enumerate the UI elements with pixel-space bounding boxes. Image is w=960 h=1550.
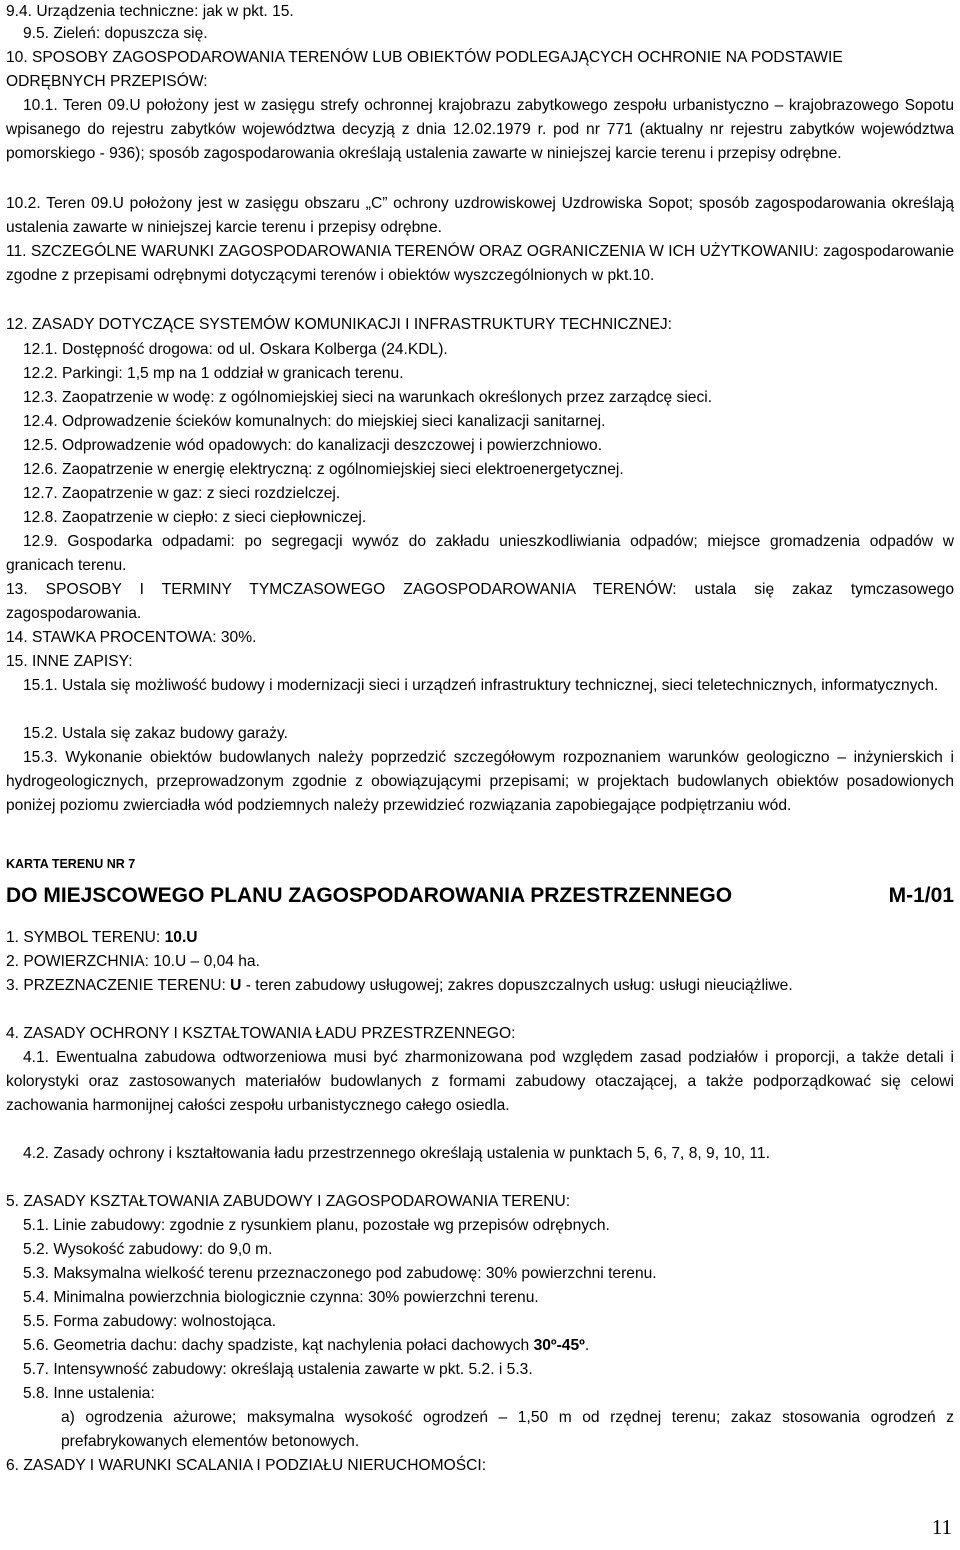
paragraph-12-2: 12.2. Parkingi: 1,5 mp na 1 oddział w granicach terenu. [23, 365, 404, 382]
card-item-5-2: 5.2. Wysokość zabudowy: do 9,0 m. [23, 1241, 273, 1258]
paragraph-12-4: 12.4. Odprowadzenie ścieków komunalnych: do miejskiej sieci kanalizacji sanitarnej. [23, 413, 606, 430]
paragraph-9-4: 9.4. Urządzenia techniczne: jak w pkt. 15. [6, 3, 294, 20]
paragraph-12-7: 12.7. Zaopatrzenie w gaz: z sieci rozdzielczej. [23, 485, 341, 502]
card-item-5: 5. ZASADY KSZTAŁTOWANIA ZABUDOWY I ZAGOSPODAROWANIA TERENU: [6, 1193, 571, 1210]
page-number: 11 [931, 1515, 952, 1539]
paragraph-12-5: 12.5. Odprowadzenie wód opadowych: do kanalizacji deszczowej i powierzchniowo. [23, 437, 603, 454]
card-item-5-3: 5.3. Maksymalna wielkość terenu przeznaczonego pod zabudowę: 30% powierzchni terenu. [23, 1265, 657, 1282]
card-item-6: 6. ZASADY I WARUNKI SCALANIA I PODZIAŁU NIERUCHOMOŚCI: [6, 1457, 487, 1474]
paragraph-15-3: 15.3. Wykonanie obiektów budowlanych należy poprzedzić szczegółowym rozpoznaniem warunków geologiczno – inżynierskich i hydrogeologicznych, przeprowadzonym zgodnie z obowiązującymi przepisami; w projektach budowlanych obiektów posadowionych poniżej poziomu zwierciadła wód podziemnych należy przewidzieć rozwiązania zapobiegające podpiętrzaniu wód. [6, 749, 954, 815]
section-11: 11. SZCZEGÓLNE WARUNKI ZAGOSPODAROWANIA TERENÓW ORAZ OGRANICZENIA W ICH UŻYTKOWANIU: zagospodarowanie zgodne z przepisami odrębnymi dotyczącymi terenów i obiektów wyszczególnionych w pkt.10. [6, 243, 954, 285]
paragraph-12-6: 12.6. Zaopatrzenie w energię elektryczną: z ogólnomiejskiej sieci elektroenergetycznej. [23, 461, 624, 478]
paragraph-12-9: 12.9. Gospodarka odpadami: po segregacji wywóz do zakładu unieszkodliwiania odpadów; miejsce gromadzenia odpadów w granicach terenu. [6, 533, 954, 575]
card-item-5-7: 5.7. Intensywność zabudowy: określają ustalenia zawarte w pkt. 5.2. i 5.3. [23, 1361, 533, 1378]
card-code: M-1/01 [888, 884, 954, 907]
section-12-heading: 12. ZASADY DOTYCZĄCE SYSTEMÓW KOMUNIKACJI I INFRASTRUKTURY TECHNICZNEJ: [6, 316, 673, 333]
paragraph-12-8: 12.8. Zaopatrzenie w ciepło: z sieci ciepłowniczej. [23, 509, 367, 526]
card-item-2: 2. POWIERZCHNIA: 10.U – 0,04 ha. [6, 953, 260, 970]
paragraph-9-5: 9.5. Zieleń: dopuszcza się. [23, 25, 208, 42]
card-subtitle: DO MIEJSCOWEGO PLANU ZAGOSPODAROWANIA PRZESTRZENNEGO [6, 884, 733, 907]
paragraph-12-3: 12.3. Zaopatrzenie w wodę: z ogólnomiejskiej sieci na warunkach określonych przez zarządcę sieci. [23, 389, 713, 406]
section-10-heading: 10. SPOSOBY ZAGOSPODAROWANIA TERENÓW LUB OBIEKTÓW PODLEGAJĄCYCH OCHRONIE NA PODSTAWIE ODRĘBNYCH PRZEPISÓW: [6, 49, 843, 91]
card-title: KARTA TERENU NR 7 [6, 857, 136, 871]
card-item-3: 3. PRZEZNACZENIE TERENU: U - teren zabudowy usługowej; zakres dopuszczalnych usług: usługi nieuciążliwe. [6, 977, 793, 994]
section-14: 14. STAWKA PROCENTOWA: 30%. [6, 629, 257, 646]
card-item-4-2: 4.2. Zasady ochrony i kształtowania ładu przestrzennego określają ustalenia w punktach 5, 6, 7, 8, 9, 10, 11. [23, 1145, 770, 1162]
paragraph-15-2: 15.2. Ustala się zakaz budowy garaży. [23, 725, 288, 742]
card-item-5-6: 5.6. Geometria dachu: dachy spadziste, kąt nachylenia połaci dachowych 30º-45º. [23, 1337, 590, 1354]
card-subtitle-row [6, 882, 954, 910]
card-item-5-4: 5.4. Minimalna powierzchnia biologicznie czynna: 30% powierzchni terenu. [23, 1289, 539, 1306]
paragraph-15-1: 15.1. Ustala się możliwość budowy i modernizacji sieci i urządzeń infrastruktury technicznej, sieci teletechnicznych, informatycznych. [23, 677, 939, 694]
card-item-4-1: 4.1. Ewentualna zabudowa odtworzeniowa musi być zharmonizowana pod względem zasad podziałów i proporcji, a także detali i kolorystyki oraz zastosowanych materiałów budowlanych z formami zabudowy otaczającej, a także podporządkować się celowi zachowania harmonijnej całości zespołu urbanistycznego całego osiedla. [6, 1049, 954, 1115]
section-13: 13. SPOSOBY I TERMINY TYMCZASOWEGO ZAGOSPODAROWANIA TERENÓW: ustala się zakaz tymczasowego zagospodarowania. [6, 581, 954, 623]
card-item-1: 1. SYMBOL TERENU: 10.U [6, 929, 198, 946]
paragraph-10-1: 10.1. Teren 09.U położony jest w zasięgu strefy ochronnej krajobrazu zabytkowego zespołu urbanistyczno – krajobrazowego Sopotu wpisanego do rejestru zabytków województwa decyzją z dnia 12.02.1979 r. pod nr 771 (aktualny nr rejestru zabytków województwa pomorskiego - 936); sposób zagospodarowania określają ustalenia zawarte w niniejszej karcie terenu i przepisy odrębne. [6, 97, 954, 163]
paragraph-10-2: 10.2. Teren 09.U położony jest w zasięgu obszaru „C” ochrony uzdrowiskowej Uzdrowiska Sopot; sposób zagospodarowania określają ustalenia zawarte w niniejszej karcie terenu i przepisy odrębne. [6, 195, 954, 237]
card-item-5-1: 5.1. Linie zabudowy: zgodnie z rysunkiem planu, pozostałe wg przepisów odrębnych. [23, 1217, 610, 1234]
card-item-5-8-a: a) ogrodzenia ażurowe; maksymalna wysokość ogrodzeń – 1,50 m od rzędnej terenu; zakaz stosowania ogrodzeń z prefabrykowanych elementów betonowych. [61, 1409, 954, 1451]
card-item-4: 4. ZASADY OCHRONY I KSZTAŁTOWANIA ŁADU PRZESTRZENNEGO: [6, 1025, 516, 1042]
card-item-5-8: 5.8. Inne ustalenia: [23, 1385, 155, 1402]
card-item-5-5: 5.5. Forma zabudowy: wolnostojąca. [23, 1313, 277, 1330]
section-15-heading: 15. INNE ZAPISY: [6, 653, 133, 670]
paragraph-12-1: 12.1. Dostępność drogowa: od ul. Oskara Kolberga (24.KDL). [23, 341, 448, 358]
